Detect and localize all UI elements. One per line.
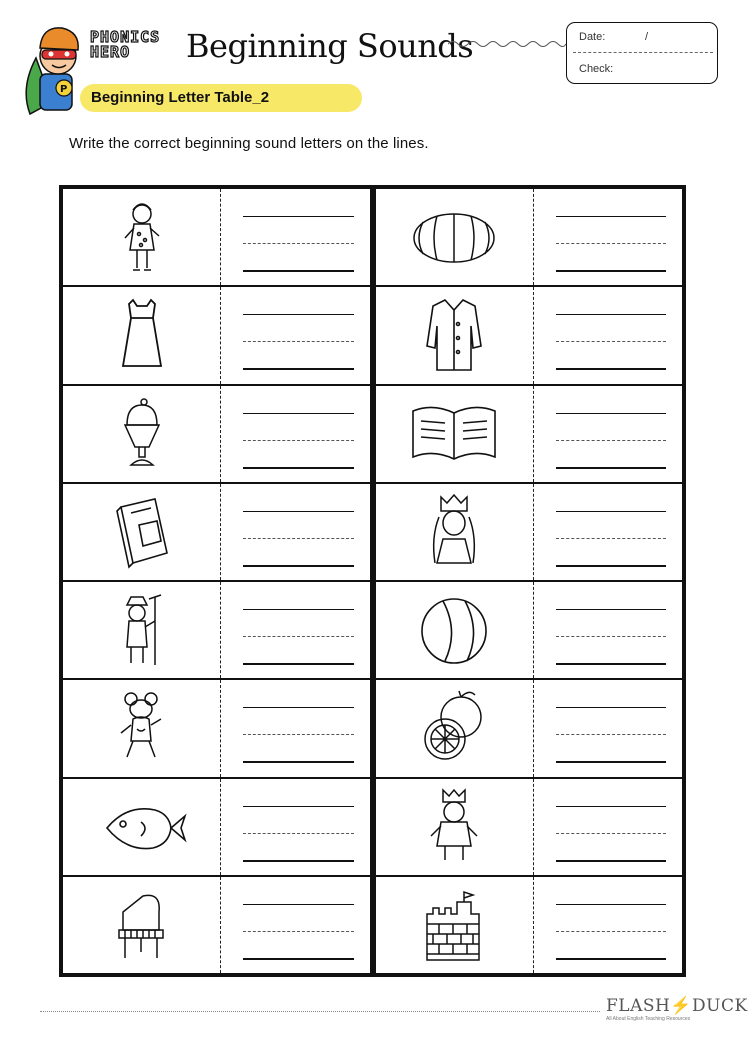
piano-icon [97, 886, 187, 964]
page-title: Beginning Sounds [186, 27, 474, 65]
table-row [376, 386, 683, 484]
writing-lines[interactable] [534, 287, 683, 383]
table-row [376, 877, 683, 973]
ice-cream-sundae-icon [97, 395, 187, 473]
fish-icon [97, 788, 187, 866]
writing-lines[interactable] [534, 877, 683, 973]
brand-line-2: HERO [90, 43, 131, 61]
table-row [63, 680, 370, 778]
logo-right: DUCK [692, 996, 748, 1016]
castle-icon [409, 886, 499, 964]
writing-lines[interactable] [534, 386, 683, 482]
table-row [376, 484, 683, 582]
table-row [376, 287, 683, 385]
lightning-icon: ⚡ [670, 996, 693, 1016]
king-icon [409, 788, 499, 866]
table-row [63, 484, 370, 582]
scarecrow-icon [97, 591, 187, 669]
beach-ball-icon [409, 591, 499, 669]
left-column [63, 189, 373, 973]
open-book-icon [409, 395, 499, 473]
table-row [63, 582, 370, 680]
writing-lines[interactable] [221, 877, 370, 973]
writing-lines[interactable] [221, 484, 370, 580]
table-row [376, 779, 683, 877]
flash-duck-logo [606, 996, 748, 1016]
table-row [376, 189, 683, 287]
wavy-divider [448, 36, 566, 52]
table-row [63, 779, 370, 877]
table-row [376, 680, 683, 778]
writing-lines[interactable] [221, 680, 370, 776]
date-divider [573, 52, 713, 53]
phonics-hero-logo [90, 30, 182, 70]
table-row [63, 287, 370, 385]
table-row [376, 582, 683, 680]
coat-icon [409, 296, 499, 374]
logo-left: FLASH [606, 996, 671, 1016]
writing-lines[interactable] [534, 189, 683, 285]
writing-lines[interactable] [221, 582, 370, 678]
logo-tagline: All About English Teaching Resources [606, 1016, 691, 1022]
date-label: Date: [579, 31, 606, 43]
writing-lines[interactable] [221, 386, 370, 482]
footer-divider [40, 1011, 600, 1012]
worksheet-subtitle: Beginning Letter Table_2 [91, 89, 270, 106]
writing-lines[interactable] [221, 189, 370, 285]
writing-lines[interactable] [534, 484, 683, 580]
date-check-box [566, 22, 718, 84]
writing-lines[interactable] [221, 287, 370, 383]
table-row [63, 386, 370, 484]
mouse-icon [97, 689, 187, 767]
table-row [63, 189, 370, 287]
girl-icon [97, 198, 187, 276]
queen-icon [409, 493, 499, 571]
right-column [373, 189, 683, 973]
story-book-icon [97, 493, 187, 571]
instruction-text: Write the correct beginning sound letters on the lines. [69, 135, 429, 152]
writing-lines[interactable] [534, 779, 683, 875]
writing-lines[interactable] [221, 779, 370, 875]
writing-lines[interactable] [534, 582, 683, 678]
watermelon-icon [409, 198, 499, 276]
brand-line-1: PHONICS [90, 28, 161, 46]
orange-icon [409, 689, 499, 767]
svg-text:P: P [60, 84, 68, 95]
check-label: Check: [579, 63, 614, 75]
beginning-letter-table [59, 185, 686, 977]
dress-icon [97, 296, 187, 374]
date-slash: / [645, 31, 649, 43]
writing-lines[interactable] [534, 680, 683, 776]
table-row [63, 877, 370, 973]
